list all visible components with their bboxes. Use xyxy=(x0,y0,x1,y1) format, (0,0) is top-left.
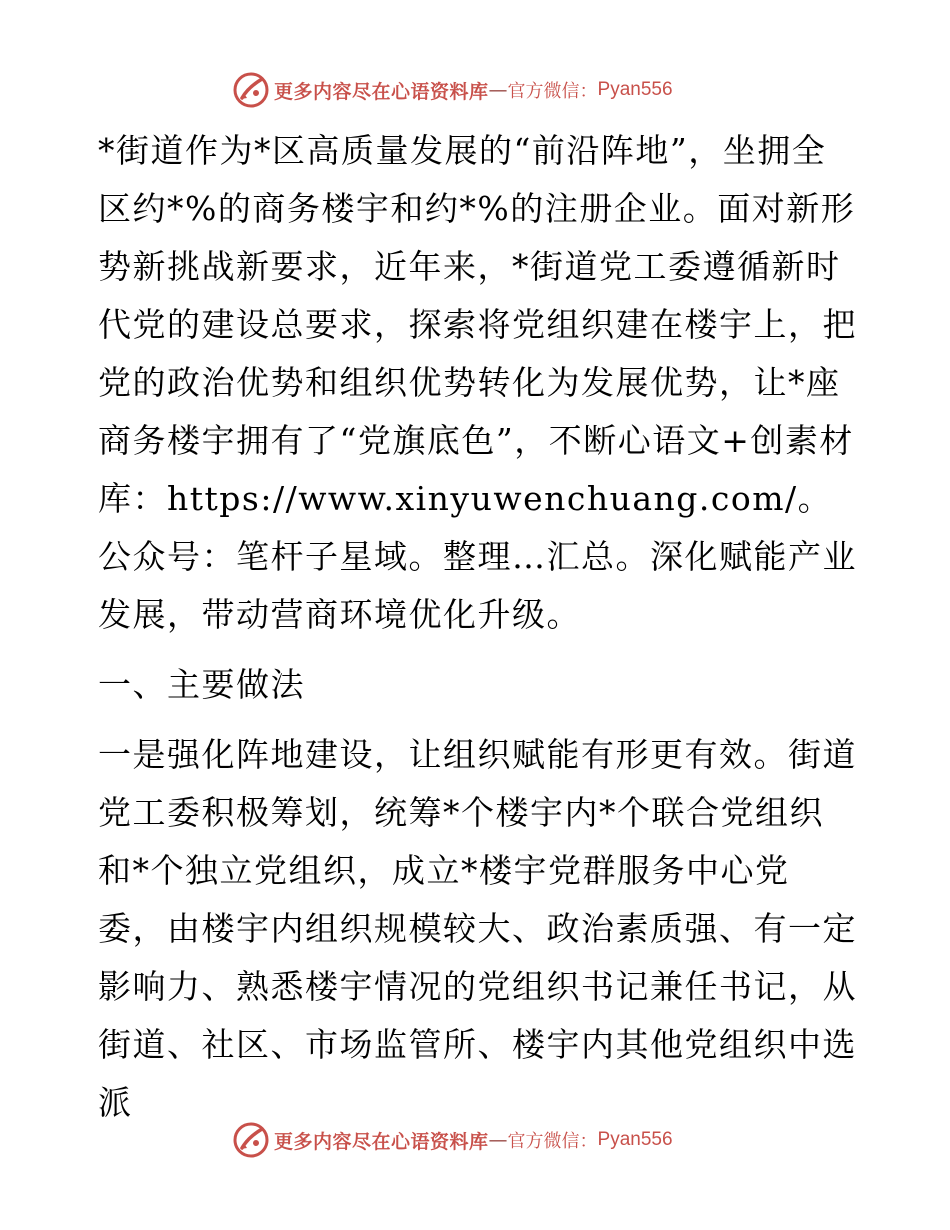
watermark-title: 更多内容尽在心语资料库 xyxy=(274,1130,489,1153)
watermark-wechat-label: 官方微信： xyxy=(507,1131,598,1152)
watermark-wechat-id: Pyan556 xyxy=(597,79,673,100)
paragraph-intro: *街道作为*区高质量发展的“前沿阵地”，坐拥全区约*%的商务楼宇和约*%的注册企业。面对新形势新挑战新要求，近年来，*街道党工委遵循新时代党的建设总要求，探索将党组织建在楼宇上，把党的政治优势和组织优势转化为发展优势，让*座商务楼宇拥有了“党旗底色”，不断心语文+创素材库：https://www.xinyuwenchuang.com/。公众号：笔杆子星域。整理…汇总。深化赋能产业发展，带动营商环境优化升级。 xyxy=(98,131,857,634)
header-watermark xyxy=(232,71,673,109)
section-heading: 一、主要做法 xyxy=(98,665,305,704)
watermark-title: 更多内容尽在心语资料库 xyxy=(274,80,489,103)
paragraph-practice-1: 一是强化阵地建设，让组织赋能有形更有效。街道党工委积极筹划，统筹*个楼宇内*个联合党组织和*个独立党组织，成立*楼宇党群服务中心党委，由楼宇内组织规模较大、政治素质强、有一定影响力、熟悉楼宇情况的党组织书记兼任书记，从街道、社区、市场监管所、楼宇内其他党组织中选派 xyxy=(98,735,857,1122)
watermark-wechat-id: Pyan556 xyxy=(597,1129,673,1150)
watermark-dash: — xyxy=(488,1129,508,1151)
document-body xyxy=(98,122,858,1132)
brush-logo-icon xyxy=(232,71,270,109)
footer-watermark xyxy=(232,1121,673,1159)
watermark-wechat-label: 官方微信： xyxy=(507,81,598,102)
watermark-dash: — xyxy=(488,79,508,101)
brush-logo-icon xyxy=(232,1121,270,1159)
